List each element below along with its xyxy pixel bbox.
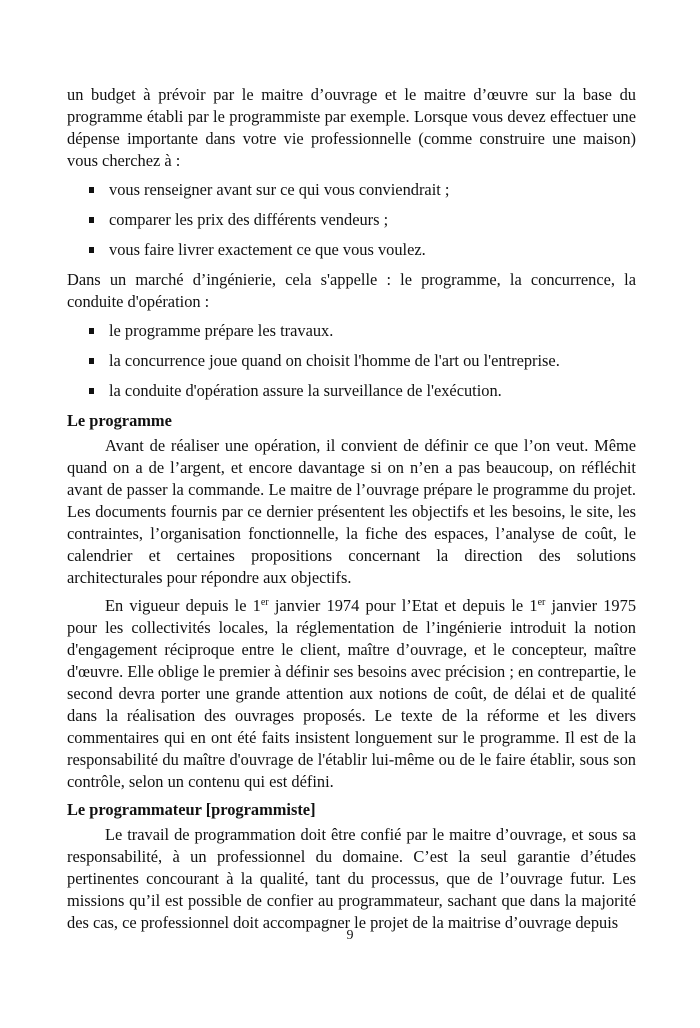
list-item [67,350,636,372]
list-item-text: la conduite d'opération assure la surveillance de l'exécution. [109,381,502,400]
document-page [67,84,636,934]
section-heading-programmateur: Le programmateur [programmiste] [67,800,316,819]
programme-paragraph-2 [67,595,636,793]
page-number: 9 [346,928,354,943]
superscript: er [537,597,546,608]
needs-list [67,179,636,261]
list-item [67,380,636,402]
text-span: En vigueur depuis le 1 [105,596,261,615]
intro-paragraph: un budget à prévoir par le maitre d’ouvrage et le maitre d’œuvre sur la base du programme établi par le programmiste par exemple. Lorsque vous devez effectuer une dépense importante dans votre vie professionnelle (comme construire une maison) vous cherchez à : [67,85,636,170]
list-item-text: la concurrence joue quand on choisit l'homme de l'art ou l'entreprise. [109,351,560,370]
section-heading-programme: Le programme [67,411,172,430]
superscript: er [260,597,269,608]
list-item-text: le programme prépare les travaux. [109,321,334,340]
list-item-text: vous faire livrer exactement ce que vous voulez. [109,240,426,259]
square-bullet-icon [89,217,94,223]
list-item-text: comparer les prix des différents vendeurs ; [109,210,389,229]
marche-paragraph: Dans un marché d’ingénierie, cela s'appelle : le programme, la concurrence, la conduite d'opération : [67,270,636,311]
text-span: janvier 1974 pour l’Etat et depuis le 1 [268,596,538,615]
text-span: janvier 1975 pour les collectivités locales, la réglementation de l’ingénierie introduit la notion d'engagement réciproque entre le client, maître d’ouvrage, et le concepteur, maître d'œuvre. Elle oblige le premier à définir ses besoins avec précision ; en contrepartie, le second devra porter une grande attention aux notions de coût, de délai et de qualité dans la réalisation des ouvrages proposés. Le texte de la réforme et les divers commentaires qui en ont été faits insistent longuement sur le programme. Il est de la responsabilité du maître d'ouvrage de l'établir lui-même ou de le faire établir, sous son contrôle, selon un contenu qui est défini. [67,596,637,791]
engineering-market-list [67,320,636,402]
square-bullet-icon [89,358,94,364]
programme-paragraph-1: Avant de réaliser une opération, il convient de définir ce que l’on veut. Même quand on a de l’argent, et encore davantage si on n’en a pas beaucoup, on réfléchit avant de passer la commande. Le maitre de l’ouvrage prépare le programme du projet. Les documents fournis par ce dernier présentent les objectifs et les besoins, le site, les contraintes, l’organisation fonctionnelle, la fiche des espaces, l’analyse de coût, le calendrier et certaines propositions concernant la direction des solutions architecturales pour répondre aux objectifs. [67,436,636,587]
square-bullet-icon [89,187,94,193]
list-item [67,320,636,342]
square-bullet-icon [89,247,94,253]
square-bullet-icon [89,388,94,394]
programmateur-paragraph-1: Le travail de programmation doit être confié par le maitre d’ouvrage, et sous sa responsabilité, à un professionnel du domaine. C’est la seul garantie d’études pertinentes concourant à la qualité, tant du processus, que de l’ouvrage futur. Les missions qu’il est possible de confier au programmateur, sachant que dans la majorité des cas, ce professionnel doit accompagner le projet de la maitrise d’ouvrage depuis [67,825,636,932]
square-bullet-icon [89,328,94,334]
list-item [67,239,636,261]
list-item-text: vous renseigner avant sur ce qui vous conviendrait ; [109,180,450,199]
list-item [67,209,636,231]
list-item [67,179,636,201]
